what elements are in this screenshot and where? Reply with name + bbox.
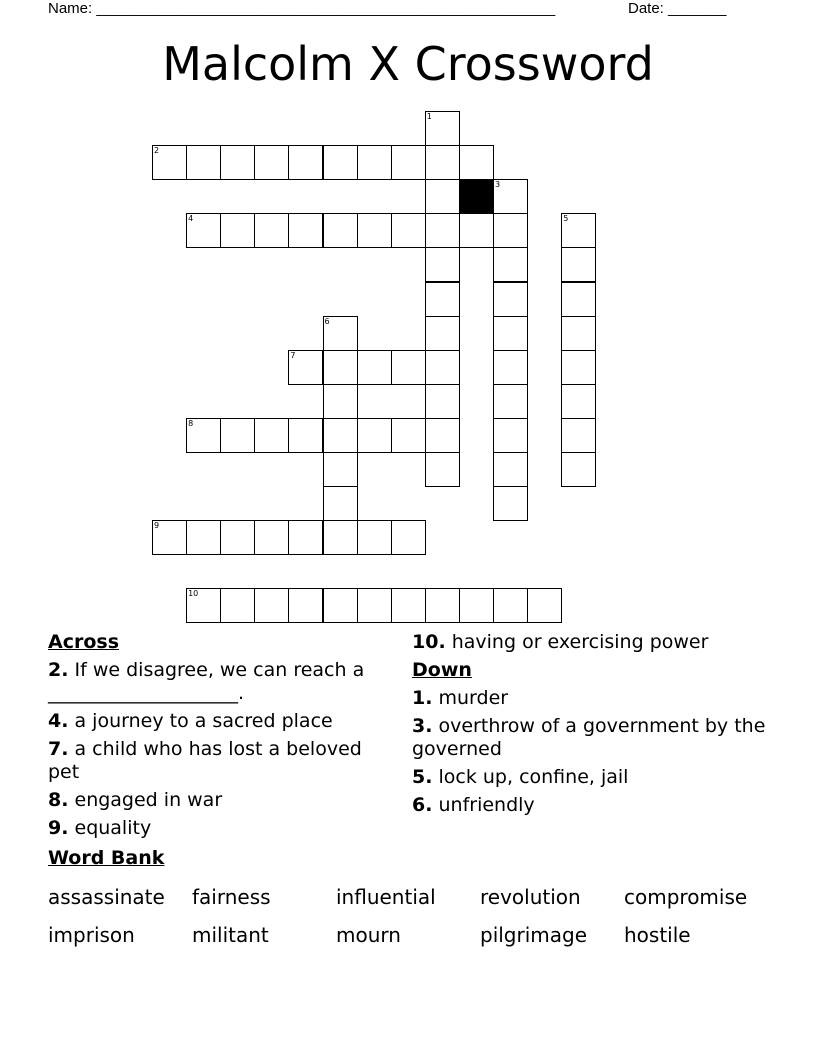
crossword-cell[interactable] [186, 588, 221, 623]
across-heading: Across [48, 631, 120, 653]
clue-across-2 [48, 659, 388, 705]
clue-text: If we disagree, we can reach a ____________________. [48, 659, 365, 704]
word-bank-word: compromise [624, 885, 748, 909]
crossword-cell[interactable] [391, 520, 426, 555]
crossword-cell[interactable] [391, 350, 426, 385]
crossword-cell[interactable] [493, 588, 528, 623]
crossword-cell[interactable] [220, 520, 255, 555]
crossword-cell[interactable] [561, 384, 596, 419]
crossword-cell[interactable] [288, 213, 323, 248]
crossword-cell[interactable] [288, 350, 323, 385]
clue-across-8 [48, 789, 388, 812]
crossword-cell[interactable] [493, 316, 528, 351]
crossword-cell[interactable] [357, 520, 392, 555]
crossword-cell[interactable] [288, 418, 323, 453]
crossword-cell[interactable] [152, 520, 187, 555]
cell-number: 10 [188, 589, 199, 599]
crossword-cell[interactable] [425, 145, 460, 180]
word-bank-title: Word Bank [48, 847, 165, 869]
clue-text: unfriendly [438, 794, 535, 816]
down-heading: Down [412, 659, 472, 681]
crossword-cell[interactable] [152, 145, 187, 180]
crossword-cell[interactable] [357, 588, 392, 623]
clue-number: 6. [412, 794, 433, 816]
crossword-cell[interactable] [323, 350, 358, 385]
crossword-cell[interactable] [425, 588, 460, 623]
crossword-cell[interactable] [220, 588, 255, 623]
crossword-cell[interactable] [357, 418, 392, 453]
crossword-cell[interactable] [186, 145, 221, 180]
cell-number: 9 [154, 521, 160, 531]
clue-number: 5. [412, 766, 433, 788]
crossword-cell[interactable] [493, 452, 528, 487]
crossword-cell[interactable] [493, 384, 528, 419]
crossword-cell[interactable] [561, 282, 596, 317]
cell-number: 2 [154, 146, 160, 156]
crossword-cell[interactable] [425, 179, 460, 214]
date-line: Date: _______ [628, 0, 727, 17]
clue-text: a child who has lost a beloved pet [48, 738, 362, 783]
word-bank-word: hostile [624, 923, 691, 947]
clue-down-1 [412, 687, 772, 710]
clue-down-5 [412, 766, 772, 789]
cell-number: 1 [426, 112, 432, 121]
crossword-cell[interactable] [425, 111, 460, 146]
crossword-cell[interactable] [391, 213, 426, 248]
crossword-cell[interactable] [391, 418, 426, 453]
crossword-cell[interactable] [323, 145, 358, 180]
crossword-cell[interactable] [459, 213, 494, 248]
crossword-cell[interactable] [425, 247, 460, 282]
clue-text: having or exercising power [451, 631, 709, 653]
clue-text: murder [438, 687, 509, 709]
name-line: Name: _______________________________________________________ [48, 0, 556, 17]
crossword-cell[interactable] [425, 418, 460, 453]
crossword-cell[interactable] [391, 145, 426, 180]
clue-number: 3. [412, 715, 433, 737]
crossword-cell[interactable] [323, 520, 358, 555]
crossword-cell[interactable] [459, 588, 494, 623]
crossword-cell[interactable] [425, 452, 460, 487]
crossword-cell[interactable] [391, 588, 426, 623]
crossword-cell[interactable] [493, 179, 528, 214]
crossword-cell[interactable] [323, 316, 358, 351]
clue-number: 4. [48, 710, 69, 732]
crossword-cell[interactable] [323, 384, 358, 419]
word-bank-word: revolution [480, 885, 581, 909]
word-bank-word: influential [336, 885, 436, 909]
word-bank-word: mourn [336, 923, 401, 947]
crossword-cell[interactable] [527, 588, 562, 623]
crossword-cell[interactable] [493, 282, 528, 317]
crossword-cell[interactable] [254, 418, 289, 453]
cell-number: 5 [563, 214, 569, 224]
word-bank-word: fairness [192, 885, 271, 909]
crossword-cell[interactable] [425, 213, 460, 248]
clue-number: 9. [48, 817, 69, 839]
clue-across-4 [48, 710, 388, 733]
clue-number: 1. [412, 687, 433, 709]
crossword-cell[interactable] [323, 452, 358, 487]
crossword-cell[interactable] [288, 145, 323, 180]
crossword-cell[interactable] [288, 588, 323, 623]
crossword-cell[interactable] [493, 213, 528, 248]
crossword-cell[interactable] [561, 316, 596, 351]
clue-down-3 [412, 715, 772, 761]
crossword-cell[interactable] [459, 145, 494, 180]
word-bank-word: pilgrimage [480, 923, 588, 947]
crossword-cell[interactable] [254, 520, 289, 555]
crossword-cell[interactable] [288, 520, 323, 555]
crossword-cell[interactable] [220, 418, 255, 453]
clue-down-6 [412, 794, 772, 817]
clue-number: 10. [412, 631, 446, 653]
crossword-cell[interactable] [493, 247, 528, 282]
crossword-cell[interactable] [493, 418, 528, 453]
cell-number: 6 [324, 316, 330, 326]
crossword-cell[interactable] [561, 418, 596, 453]
crossword-cell[interactable] [561, 350, 596, 385]
clue-text: a journey to a sacred place [74, 710, 333, 732]
crossword-cell[interactable] [323, 418, 358, 453]
crossword-cell[interactable] [254, 145, 289, 180]
crossword-cell[interactable] [323, 213, 358, 248]
page-title: Malcolm X Crossword [162, 37, 654, 91]
word-bank-word: militant [192, 923, 269, 947]
crossword-cell[interactable] [254, 213, 289, 248]
clue-text: overthrow of a government by the governed [412, 715, 766, 760]
crossword-cell[interactable] [561, 213, 596, 248]
crossword-cell[interactable] [220, 145, 255, 180]
clue-across-7 [48, 738, 388, 784]
cell-number: 7 [290, 350, 296, 360]
crossword-cell[interactable] [425, 384, 460, 419]
crossword-cell[interactable] [561, 247, 596, 282]
crossword-cell[interactable] [186, 213, 221, 248]
clue-number: 7. [48, 738, 69, 760]
crossword-cell[interactable] [323, 588, 358, 623]
clue-across-9 [48, 817, 388, 840]
word-bank-word: assassinate [48, 885, 165, 909]
crossword-cell[interactable] [493, 486, 528, 521]
clue-text: engaged in war [74, 789, 223, 811]
crossword-cell[interactable] [357, 145, 392, 180]
cell-number: 8 [188, 418, 194, 428]
crossword-cell[interactable] [186, 520, 221, 555]
cell-number: 3 [495, 180, 501, 190]
crossword-cell[interactable] [425, 350, 460, 385]
clue-text: lock up, confine, jail [438, 766, 629, 788]
crossword-cell[interactable] [220, 213, 255, 248]
cell-number: 4 [188, 214, 194, 224]
clues-right-column [412, 631, 772, 822]
crossword-cell[interactable] [357, 350, 392, 385]
crossword-cell[interactable] [561, 452, 596, 487]
crossword-cell[interactable] [425, 316, 460, 351]
clue-number: 2. [48, 659, 69, 681]
crossword-cell[interactable] [425, 282, 460, 317]
crossword-cell[interactable] [357, 213, 392, 248]
clue-text: equality [74, 817, 152, 839]
clues-left-column [48, 631, 388, 845]
clue-across-10 [412, 631, 772, 654]
clue-number: 8. [48, 789, 69, 811]
black-cell [459, 179, 494, 214]
crossword-cell[interactable] [323, 486, 358, 521]
word-bank-word: imprison [48, 923, 135, 947]
crossword-cell[interactable] [254, 588, 289, 623]
crossword-cell[interactable] [186, 418, 221, 453]
crossword-cell[interactable] [493, 350, 528, 385]
